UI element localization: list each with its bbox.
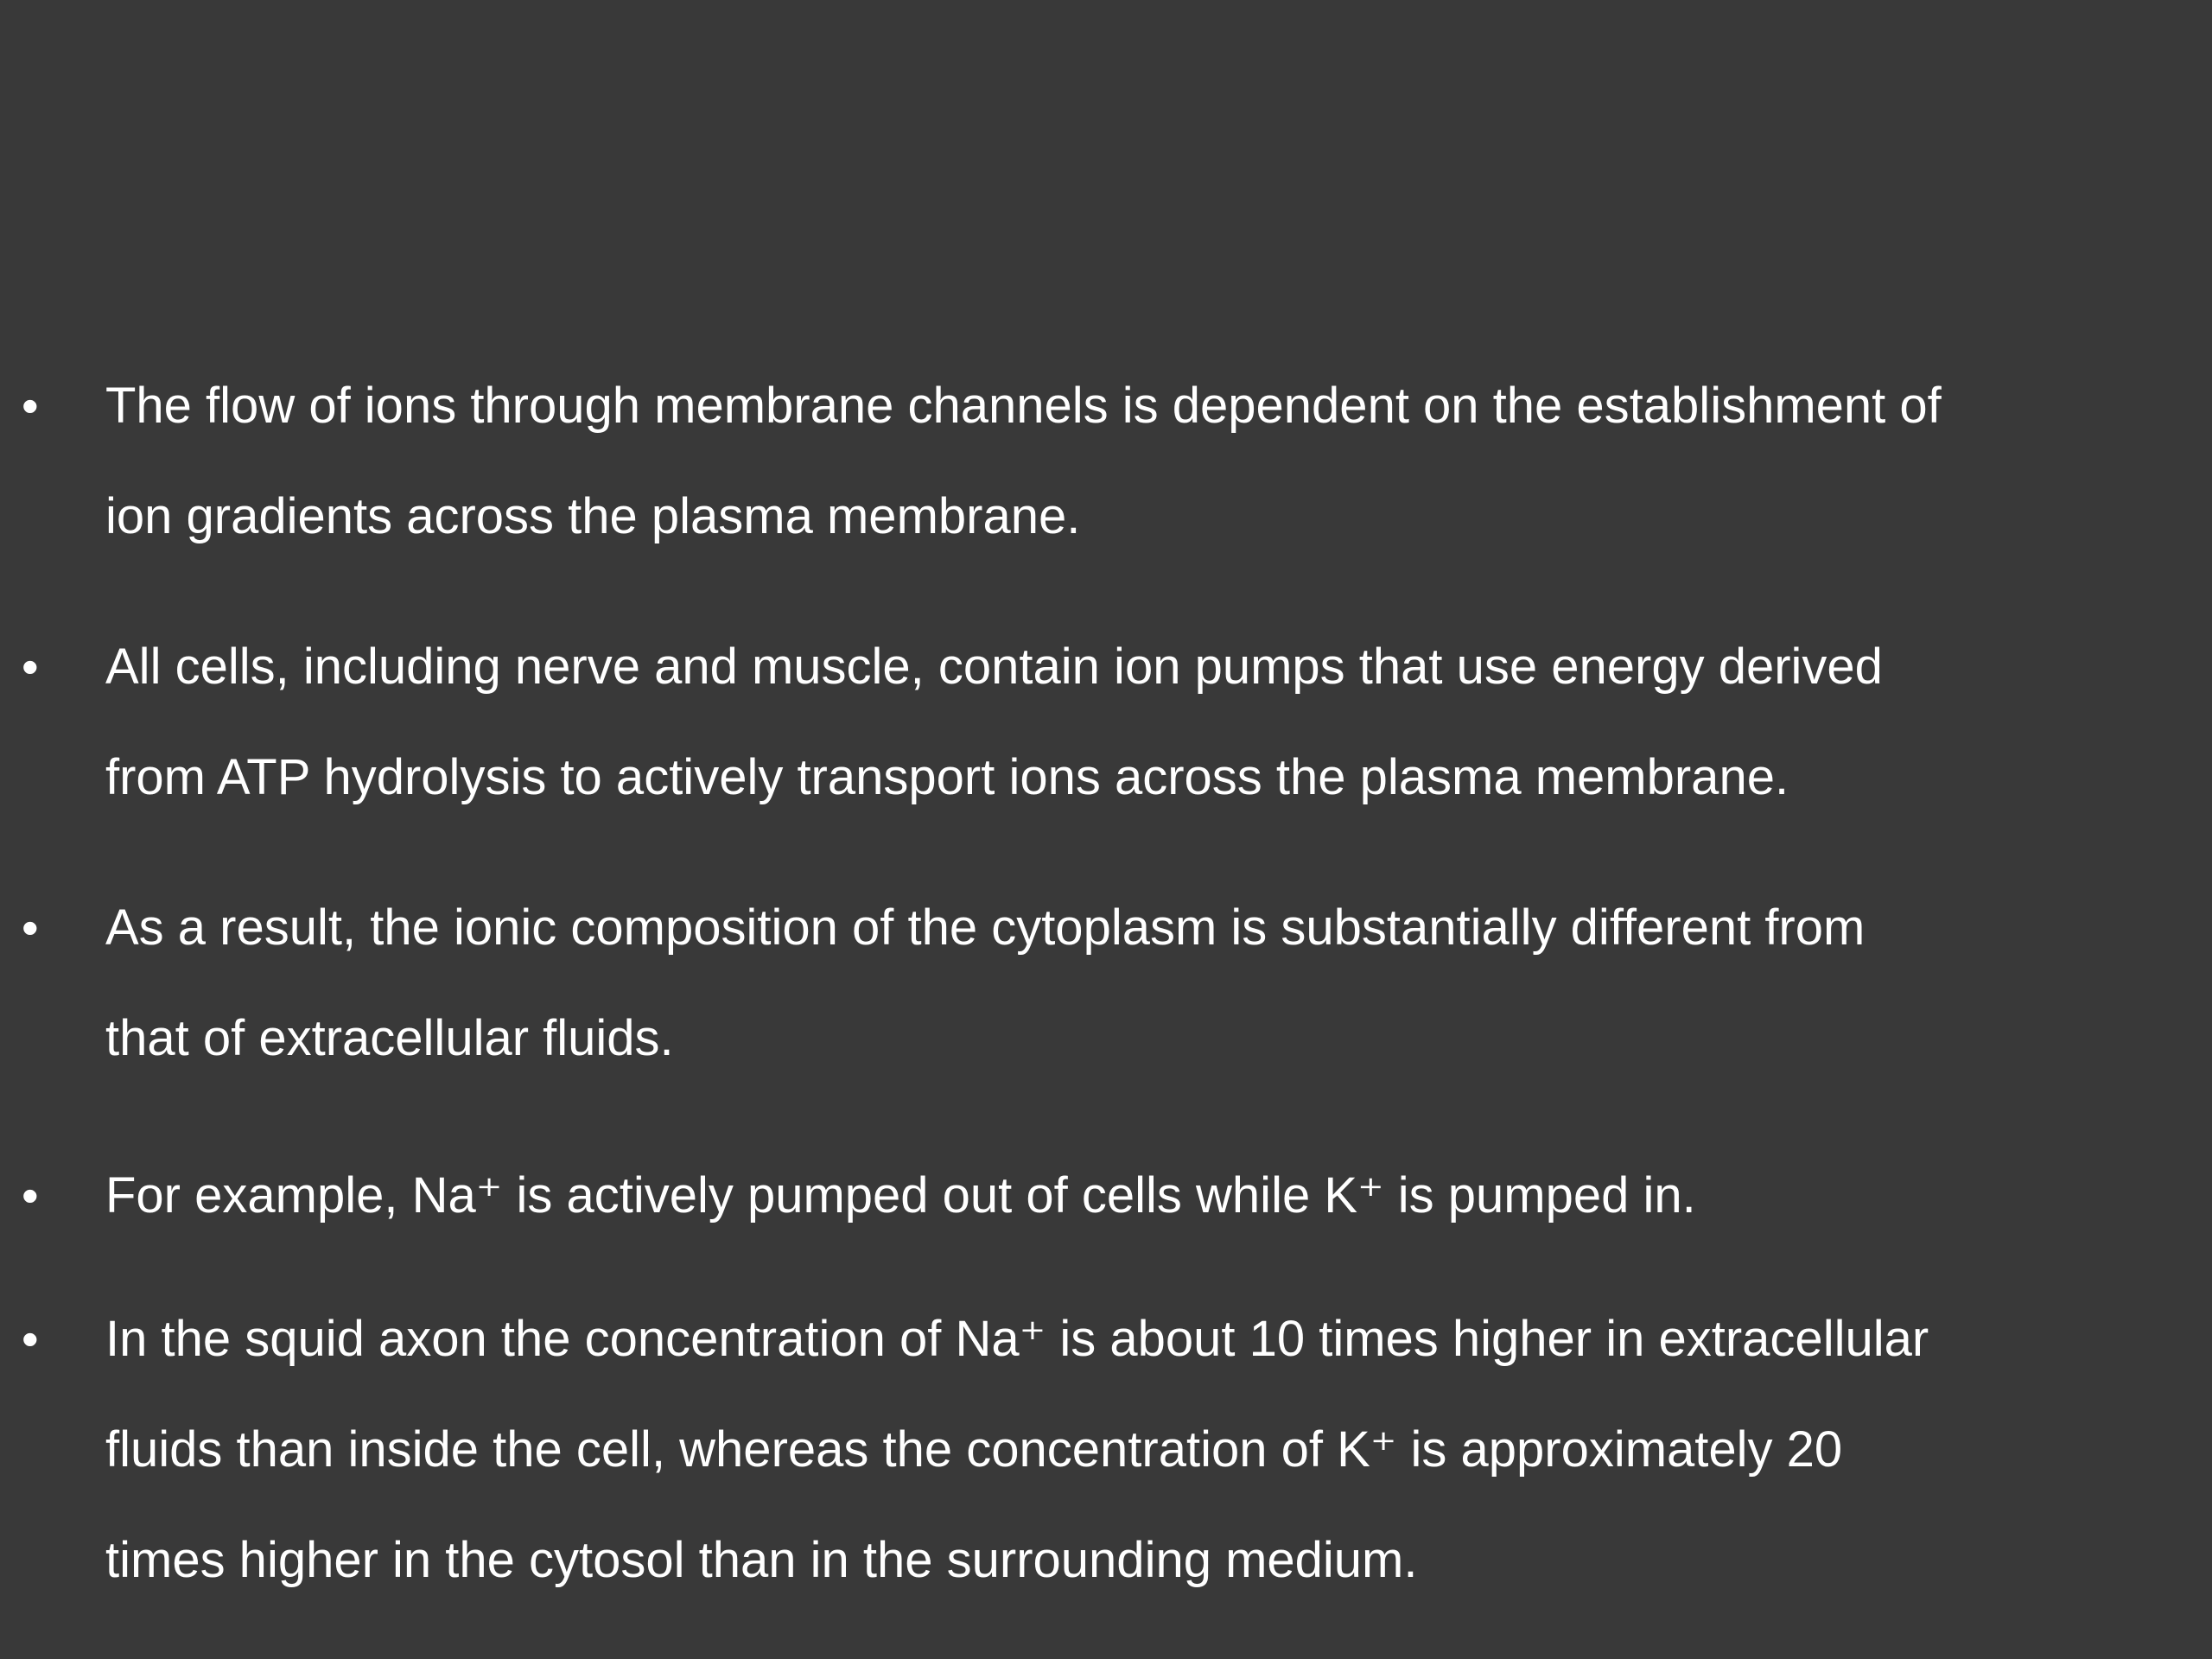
bullet-text-line: For example, Na⁺ is actively pumped out of cells while K⁺ is pumped in.: [105, 1167, 1696, 1224]
bullet-text-line: As a result, the ionic composition of the cytoplasm is substantially different from: [105, 899, 1866, 956]
bullet-point-icon: •: [22, 378, 39, 433]
bullet-text-line: times higher in the cytosol than in the surrounding medium.: [105, 1532, 1418, 1588]
bullet-point-icon: •: [22, 1312, 39, 1366]
bullet-point-icon: •: [22, 1168, 39, 1223]
bullet-text-line: fluids than inside the cell, whereas the concentration of K⁺ is approximately 20: [105, 1421, 1843, 1478]
bullet-point-icon: •: [22, 900, 39, 955]
bullet-text: [105, 1141, 2196, 1251]
bullet-text: [105, 612, 2196, 833]
bullet-text-line: that of extracellular fluids.: [105, 1010, 674, 1066]
bullet-text-line: from ATP hydrolysis to actively transport ions across the plasma membrane.: [105, 749, 1789, 805]
bullet-point-icon: •: [22, 639, 39, 694]
bullet-text-line: The flow of ions through membrane channels is dependent on the establishment of: [105, 378, 1942, 434]
bullet-text: [105, 1284, 2196, 1616]
bullet-text-line: In the squid axon the concentration of Na⁺ is about 10 times higher in extracellular: [105, 1311, 1929, 1367]
bullet-text-line: All cells, including nerve and muscle, contain ion pumps that use energy derived: [105, 639, 1883, 695]
bullet-text: [105, 351, 2196, 572]
bullet-text-line: ion gradients across the plasma membrane.: [105, 488, 1081, 544]
bullet-text: [105, 873, 2196, 1094]
